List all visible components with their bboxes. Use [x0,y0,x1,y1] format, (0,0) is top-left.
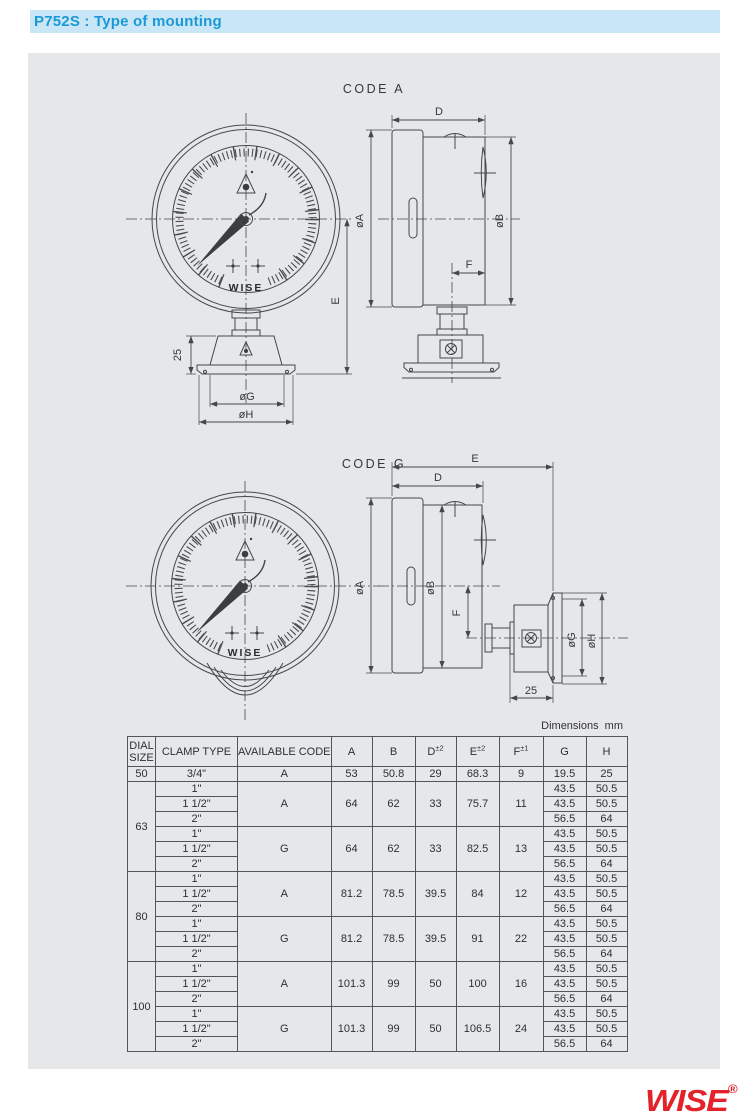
cell: 39.5 [415,917,456,962]
registered-mark: ® [727,1082,738,1096]
dim-phiG-label: øG [566,632,578,648]
cell-clamp: 1 1/2" [156,1022,238,1037]
cell: 43.5 [543,962,586,977]
cell-clamp: 2" [156,857,238,872]
table-row [128,782,628,797]
cell: 53 [331,767,372,782]
dimensions-table [127,736,628,1052]
cell-clamp: 1" [156,782,238,797]
cell-code: A [238,962,332,1007]
cell: 91 [456,917,499,962]
cell: 64 [331,827,372,872]
table-row [128,827,628,842]
dim-phiA-label: øA [354,213,366,229]
dim-phiB-label: øB [494,213,506,229]
cell: 50 [415,962,456,1007]
cell: 50.8 [372,767,415,782]
cell: 24 [499,1007,543,1052]
cell-dial: 100 [128,962,156,1052]
cell: 56.5 [543,902,586,917]
col-f: $F^{\pm 1}$ [499,737,543,767]
cell: 50.5 [586,962,627,977]
cell-dial: 80 [128,872,156,962]
code-a-front-view [126,113,352,403]
dim-25-label: 25 [524,685,538,697]
cell-code: G [238,1007,332,1052]
cell-clamp: 1" [156,872,238,887]
table-row [128,767,628,782]
table-row [128,1007,628,1022]
cell-clamp: 1 1/2" [156,932,238,947]
cell: 19.5 [543,767,586,782]
cell: 25 [586,767,627,782]
cell: 62 [372,782,415,827]
cell: 64 [586,812,627,827]
cell-clamp: 2" [156,1037,238,1052]
dimensions-note: Dimensions mm [541,720,623,732]
mounting-drawings [28,53,720,733]
col-e: $E^{\pm 2}$ [456,737,499,767]
cell: 43.5 [543,977,586,992]
cell-clamp: 3/4" [156,767,238,782]
cell-clamp: 1 1/2" [156,887,238,902]
cell: 75.7 [456,782,499,827]
cell: 50.5 [586,872,627,887]
cell: 50.5 [586,842,627,857]
code-g-drawing [126,453,628,721]
cell: 68.3 [456,767,499,782]
cell: 64 [586,992,627,1007]
cell: 43.5 [543,1022,586,1037]
cell: 43.5 [543,827,586,842]
cell: 84 [456,872,499,917]
code-a-side-view [354,106,520,383]
cell: 56.5 [543,857,586,872]
cell-clamp: 1" [156,917,238,932]
cell: 50.5 [586,797,627,812]
cell: 50.5 [586,917,627,932]
dim-phiB-label: øB [425,580,437,596]
cell-dial: 50 [128,767,156,782]
cell-dial: 63 [128,782,156,872]
wise-brand-logo [645,1074,737,1116]
col-clamp-type: CLAMP TYPE [156,737,238,767]
cell: 82.5 [456,827,499,872]
cell-clamp: 1" [156,1007,238,1022]
cell: 64 [331,782,372,827]
code-a-title: CODE A [342,82,406,96]
cell: 16 [499,962,543,1007]
cell: 50.5 [586,1007,627,1022]
cell-clamp: 2" [156,812,238,827]
dial-maker-mark [237,171,255,193]
cell-clamp: 1" [156,827,238,842]
dial-brand-text: WISE [227,647,263,659]
cell: 12 [499,872,543,917]
dim-E-label: E [471,453,479,465]
cell: 43.5 [543,797,586,812]
dim-phiA-label: øA [354,580,366,596]
col-a: A [331,737,372,767]
cell: 99 [372,1007,415,1052]
code-a-drawing [126,82,520,425]
table-row [128,962,628,977]
cell-code: A [238,782,332,827]
dim-E-label: E [330,297,342,305]
cell: 81.2 [331,872,372,917]
cell-code: A [238,767,332,782]
code-g-side-view [354,453,628,703]
cell: 100 [456,962,499,1007]
col-d: $D^{\pm 2}$ [415,737,456,767]
cell: 50.5 [586,1022,627,1037]
dim-D-label: D [434,472,442,484]
cell: 9 [499,767,543,782]
cell: 101.3 [331,1007,372,1052]
cell: 64 [586,1037,627,1052]
col-b: B [372,737,415,767]
cell-clamp: 2" [156,992,238,1007]
dim-25-label: 25 [172,348,184,362]
cell: 62 [372,827,415,872]
cell: 33 [415,827,456,872]
cell: 64 [586,902,627,917]
cell: 50.5 [586,977,627,992]
dim-phiH-label: øH [586,633,598,649]
cell: 56.5 [543,992,586,1007]
col-h: H [586,737,627,767]
cell: 43.5 [543,887,586,902]
cell: 50.5 [586,782,627,797]
cell: 50.5 [586,932,627,947]
cell: 106.5 [456,1007,499,1052]
cell: 81.2 [331,917,372,962]
cell-code: G [238,827,332,872]
col-available-code: AVAILABLE CODE [238,737,332,767]
cell-clamp: 1 1/2" [156,842,238,857]
cell: 78.5 [372,917,415,962]
content-panel [28,53,720,1069]
cell: 43.5 [543,1007,586,1022]
cell-clamp: 2" [156,947,238,962]
cell: 39.5 [415,872,456,917]
dim-phiH-label: øH [238,409,254,421]
table-row [128,917,628,932]
cell: 64 [586,857,627,872]
cell-clamp: 1" [156,962,238,977]
cell: 43.5 [543,782,586,797]
cell: 33 [415,782,456,827]
cell-clamp: 1 1/2" [156,797,238,812]
wise-logo-text: WISE [645,1083,728,1118]
cell: 11 [499,782,543,827]
cell: 43.5 [543,872,586,887]
cell: 56.5 [543,812,586,827]
code-g-front-view [126,481,380,721]
col-g: G [543,737,586,767]
cell: 78.5 [372,872,415,917]
cell: 64 [586,947,627,962]
dial-brand-text: WISE [228,282,264,294]
cell: 50 [415,1007,456,1052]
cell-code: G [238,917,332,962]
dim-D-label: D [435,106,443,118]
cell: 13 [499,827,543,872]
cell: 50.5 [586,827,627,842]
page-title-bar [30,10,720,33]
dim-F-label: F [465,259,473,271]
code-g-title: CODE G [341,457,407,471]
cell: 43.5 [543,842,586,857]
cell: 56.5 [543,1037,586,1052]
cell: 56.5 [543,947,586,962]
table-header-row [128,737,628,767]
dim-F-label: F [451,609,463,617]
cell: 43.5 [543,917,586,932]
col-dial-size: DIAL SIZE [128,737,156,767]
cell: 50.5 [586,887,627,902]
cell-clamp: 2" [156,902,238,917]
dim-phiG-label: øG [239,391,255,403]
cell-clamp: 1 1/2" [156,977,238,992]
cell: 99 [372,962,415,1007]
cell: 22 [499,917,543,962]
cell: 43.5 [543,932,586,947]
cell: 29 [415,767,456,782]
cell-code: A [238,872,332,917]
page-title: P752S : Type of mounting [34,13,222,30]
table-row [128,872,628,887]
cell: 101.3 [331,962,372,1007]
